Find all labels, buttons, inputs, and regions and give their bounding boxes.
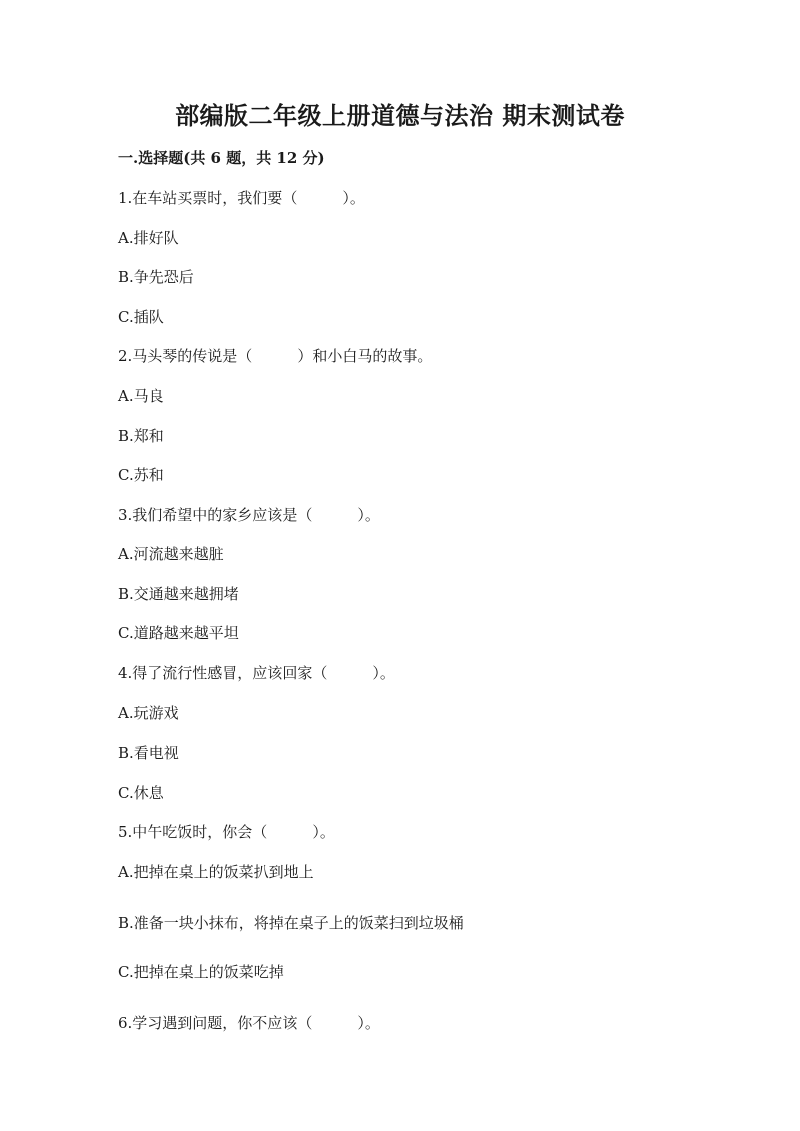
question-option: A.马良 (118, 387, 164, 405)
question-option: B.看电视 (118, 744, 179, 762)
question-option: C.苏和 (118, 466, 164, 484)
question-option: C.休息 (118, 784, 164, 802)
question-option: C.插队 (118, 308, 164, 326)
section-heading: 一.选择题(共 6 题，共 12 分) (118, 149, 325, 167)
question-stem: 5.中午吃饭时，你会（ ）。 (118, 823, 335, 841)
question-option: A.河流越来越脏 (118, 545, 224, 563)
question-option: A.排好队 (118, 229, 179, 247)
question-stem: 3.我们希望中的家乡应该是（ ）。 (118, 506, 380, 524)
question-option: B.准备一块小抹布，将掉在桌子上的饭菜扫到垃圾桶 (118, 914, 464, 932)
question-option: A.把掉在桌上的饭菜扒到地上 (118, 863, 314, 881)
question-option: B.郑和 (118, 427, 164, 445)
question-option: B.交通越来越拥堵 (118, 585, 239, 603)
question-stem: 1.在车站买票时，我们要（ ）。 (118, 189, 365, 207)
question-stem: 2.马头琴的传说是（ ）和小白马的故事。 (118, 347, 433, 365)
question-option: A.玩游戏 (118, 704, 179, 722)
question-option: C.道路越来越平坦 (118, 624, 239, 642)
question-stem: 4.得了流行性感冒，应该回家（ ）。 (118, 664, 395, 682)
question-option: C.把掉在桌上的饭菜吃掉 (118, 963, 284, 981)
question-stem: 6.学习遇到问题，你不应该（ ）。 (118, 1014, 380, 1032)
question-option: B.争先恐后 (118, 268, 194, 286)
page-title: 部编版二年级上册道德与法治 期末测试卷 (175, 101, 625, 130)
